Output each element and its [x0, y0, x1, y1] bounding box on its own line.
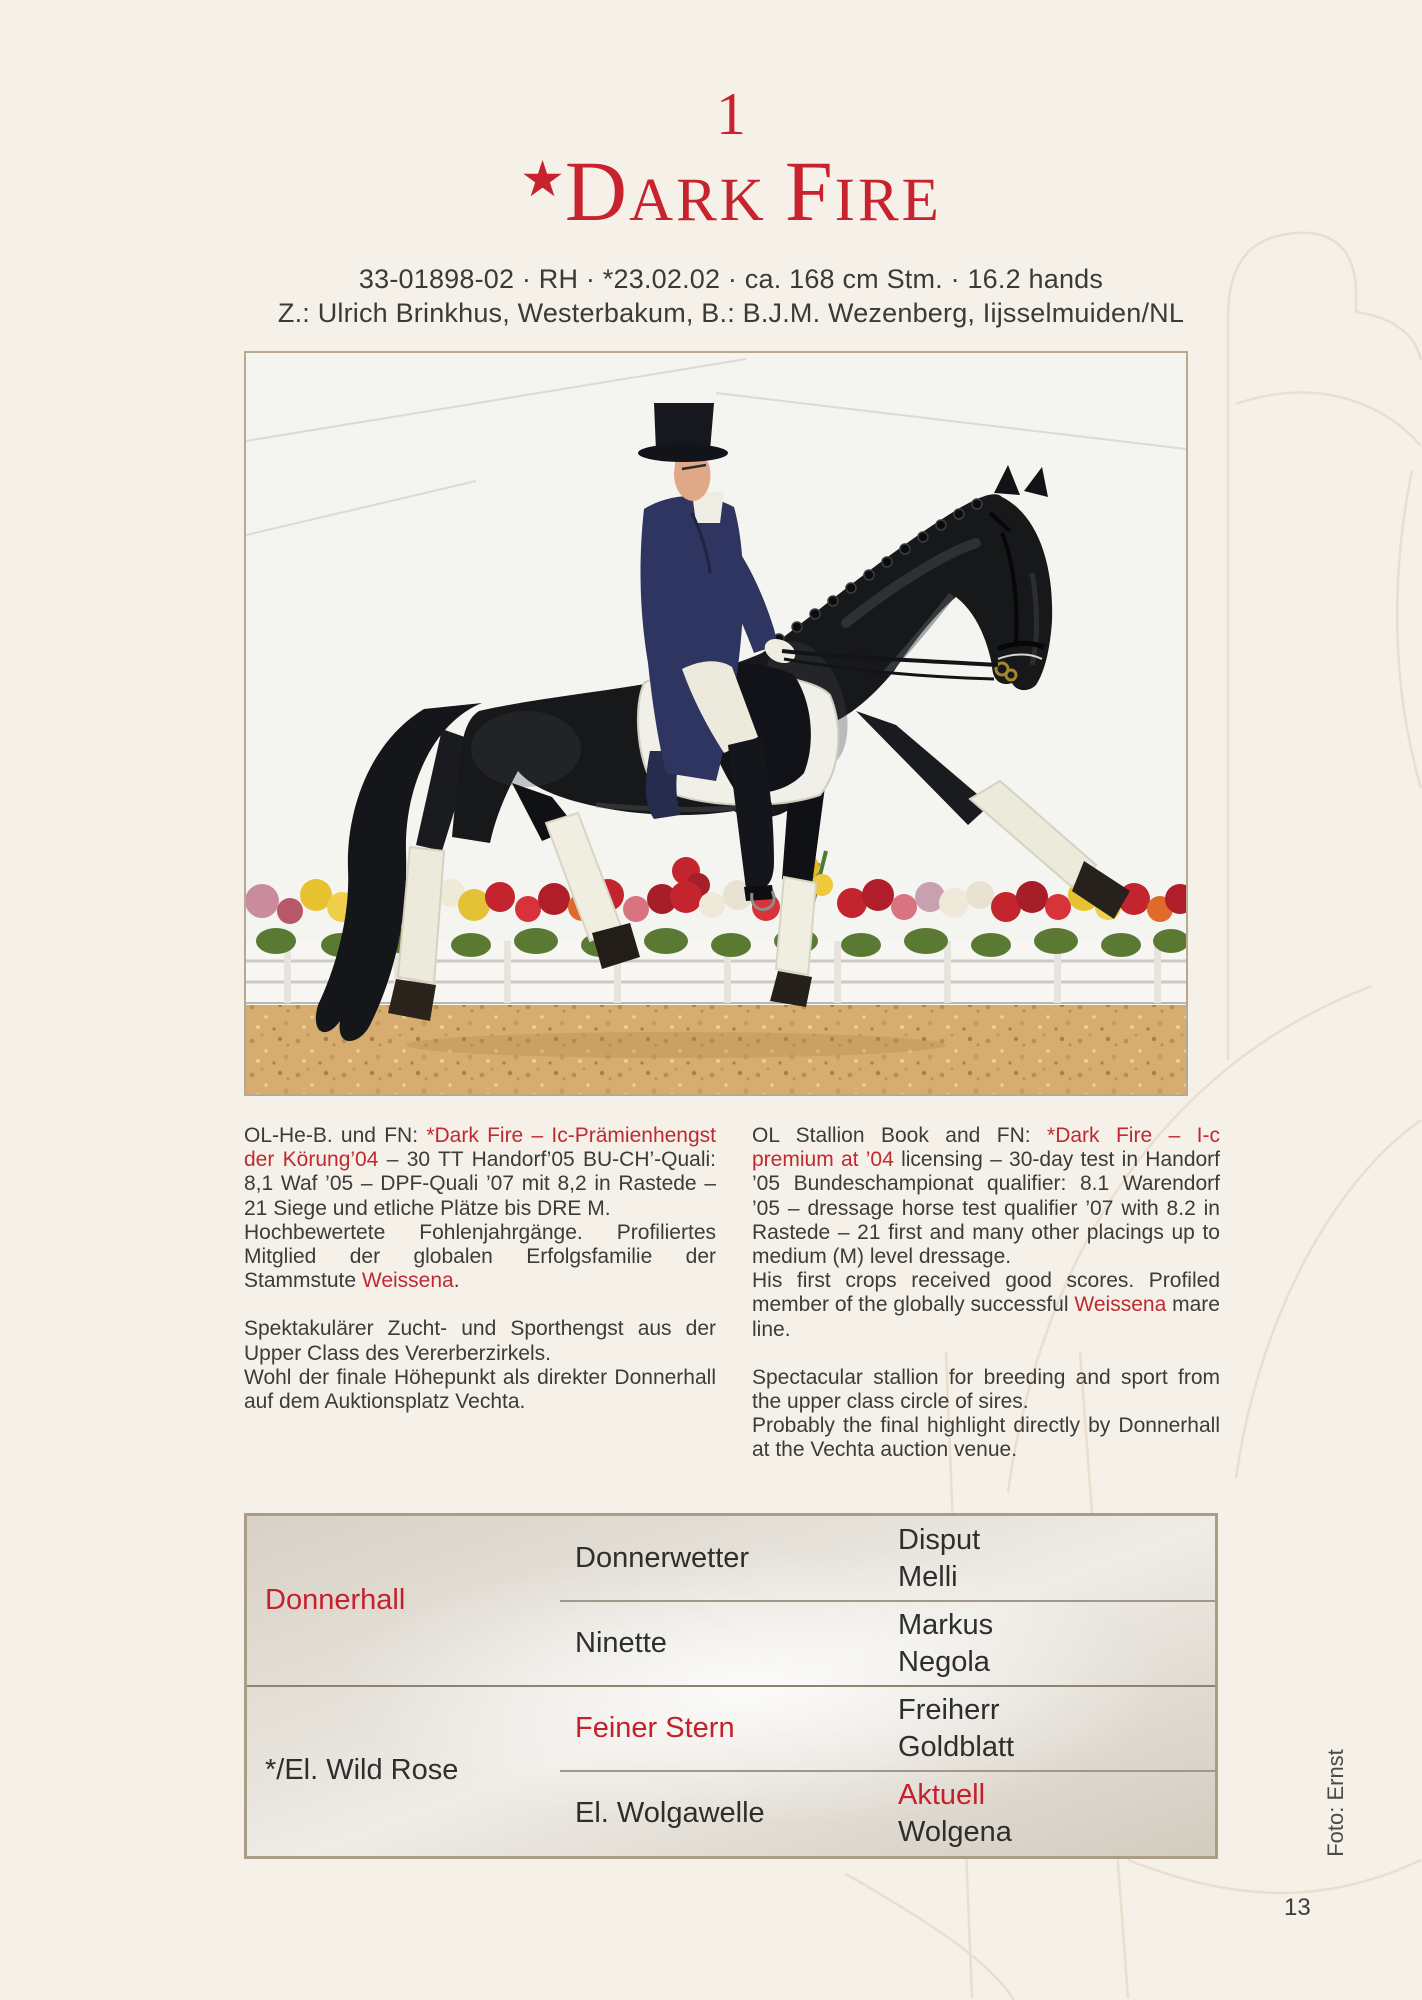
de-p2-highlight: Weissena: [361, 1269, 454, 1293]
pedigree-gen3-group-2: [898, 1601, 993, 1686]
catalog-number: 1: [716, 81, 746, 147]
decor-large-arc-2: [1236, 1120, 1421, 1478]
stallion-photo: [244, 351, 1188, 1096]
pedigree-gen3-name: Goldblatt: [898, 1731, 1015, 1763]
pedigree-sire: Donnerhall: [265, 1584, 406, 1616]
horse-photo-illustration: [246, 353, 1186, 1094]
decor-right-arc: [1397, 470, 1421, 788]
paragraph-en-3: Spectacular stallion for breeding and sport from the upper class circle of sires.: [752, 1365, 1220, 1414]
title-smallcaps-2: IRE: [834, 167, 942, 234]
details-line-breeder: Z.: Ulrich Brinkhus, Westerbakum, B.: B.J.M. Wezenberg, Iijsselmuiden/NL: [277, 298, 1185, 328]
details-line-registration: 33-01898-02 · RH · *23.02.02 · ca. 168 cm Stm. · 16.2 hands: [358, 264, 1104, 294]
pedigree-divider-minor: [560, 1600, 1215, 1602]
decor-bust-outline: [1228, 233, 1421, 1060]
en-p2-prefix: His first crops received good scores. Profiled member of the globally successful: [752, 1269, 1220, 1317]
en-p1-rest: licensing – 30-day test in Handorf ’05 Bundeschampionat qualifier: 8.1 Warendorf ’05 – dressage horse test qualifier ’07 with 8.2 in Rastede – 21 first and many other placings up to medium (M) level dressage.: [752, 1148, 1221, 1269]
en-p1-prefix: OL Stallion Book and FN:: [752, 1124, 1048, 1147]
pedigree-divider-minor: [560, 1770, 1215, 1772]
pedigree-gen3-group-4: [898, 1771, 1012, 1856]
pedigree-sire-dam: Ninette: [575, 1627, 667, 1659]
pedigree-gen3-group-3: [898, 1686, 1014, 1771]
decor-bottom-arc-1: [846, 1874, 1014, 2000]
top-hat-brim: [638, 444, 728, 462]
sand-speckles: [246, 1001, 1186, 1094]
paragraph-en-2: [752, 1269, 1220, 1342]
de-p2-end: .: [453, 1269, 460, 1293]
description-german: [244, 1124, 716, 1414]
pedigree-dam: */El. Wild Rose: [265, 1754, 459, 1786]
top-hat-crown: [654, 403, 714, 451]
pedigree-gen3-name: Aktuell: [898, 1779, 986, 1811]
paragraph-gap: [752, 1342, 1220, 1366]
pedigree-table: [244, 1513, 1218, 1859]
decor-bottom-arc-2: [1128, 1860, 1421, 1893]
en-p2-highlight: Weissena: [1074, 1293, 1167, 1317]
pedigree-dam-dam: El. Wolgawelle: [575, 1797, 765, 1829]
en-p2-end: mare line.: [752, 1293, 1220, 1341]
description-english: [752, 1124, 1220, 1463]
pedigree-gen3-name: Disput: [898, 1524, 981, 1556]
de-p1-prefix: OL-He-B. und FN:: [244, 1124, 427, 1147]
title-initial-2: F: [784, 143, 835, 239]
page-number: 13: [1284, 1894, 1311, 1921]
de-p1-rest: – 30 TT Handorf’05 BU-CH’-Quali: 8,1 Waf ’05 – DPF-Quali ’07 mit 8,2 in Rastede – 21 Siege und etliche Plätze bis DRE M.: [244, 1148, 716, 1220]
paragraph-en-4: Probably the final highlight directly by Donnerhall at the Vechta auction venue.: [752, 1414, 1220, 1462]
paragraph-de-1: [244, 1124, 716, 1221]
boot-sole: [744, 885, 774, 901]
premium-star-icon: ★: [520, 151, 565, 207]
pedigree-gen3-name: Markus: [898, 1609, 994, 1641]
paragraph-de-4: Wohl der finale Höhepunkt als direkter Donnerhall auf dem Auktionsplatz Vechta.: [244, 1365, 716, 1414]
paragraph-en-1: [752, 1124, 1220, 1269]
de-p1-highlight: *Dark Fire – Ic-Prämienhengst der Körung’04: [244, 1124, 716, 1172]
de-p2-prefix: Hochbewertete Fohlenjahrgänge. Profiliertes Mitglied der globalen Erfolgsfamilie der Stammstute: [244, 1220, 716, 1293]
pedigree-gen3-group-1: [898, 1516, 980, 1601]
pedigree-gen3-name: Wolgena: [898, 1816, 1012, 1848]
page-title: [244, 143, 1218, 239]
paragraph-de-3: Spektakulärer Zucht- und Sporthengst aus der Upper Class des Vererberzirkels.: [244, 1317, 716, 1365]
pedigree-gen3-name: Negola: [898, 1646, 990, 1678]
en-p1-highlight: *Dark Fire – I-c premium at ’04: [752, 1124, 1221, 1172]
decor-shoulder-arc: [1236, 393, 1421, 446]
stallion-details: [244, 262, 1218, 330]
title-initial-1: D: [564, 143, 630, 239]
pedigree-gen3-name: Freiherr: [898, 1694, 1000, 1726]
paragraph-de-2: [244, 1221, 716, 1294]
photo-credit: Foto: Ernst: [1323, 1749, 1348, 1857]
paragraph-gap: [244, 1293, 716, 1317]
pedigree-divider-major: [247, 1685, 1215, 1687]
title-smallcaps-1: ARK: [629, 167, 767, 234]
pedigree-gen3-name: Melli: [898, 1561, 958, 1593]
pedigree-dam-sire: Feiner Stern: [575, 1712, 735, 1744]
pedigree-sire-sire: Donnerwetter: [575, 1542, 750, 1574]
